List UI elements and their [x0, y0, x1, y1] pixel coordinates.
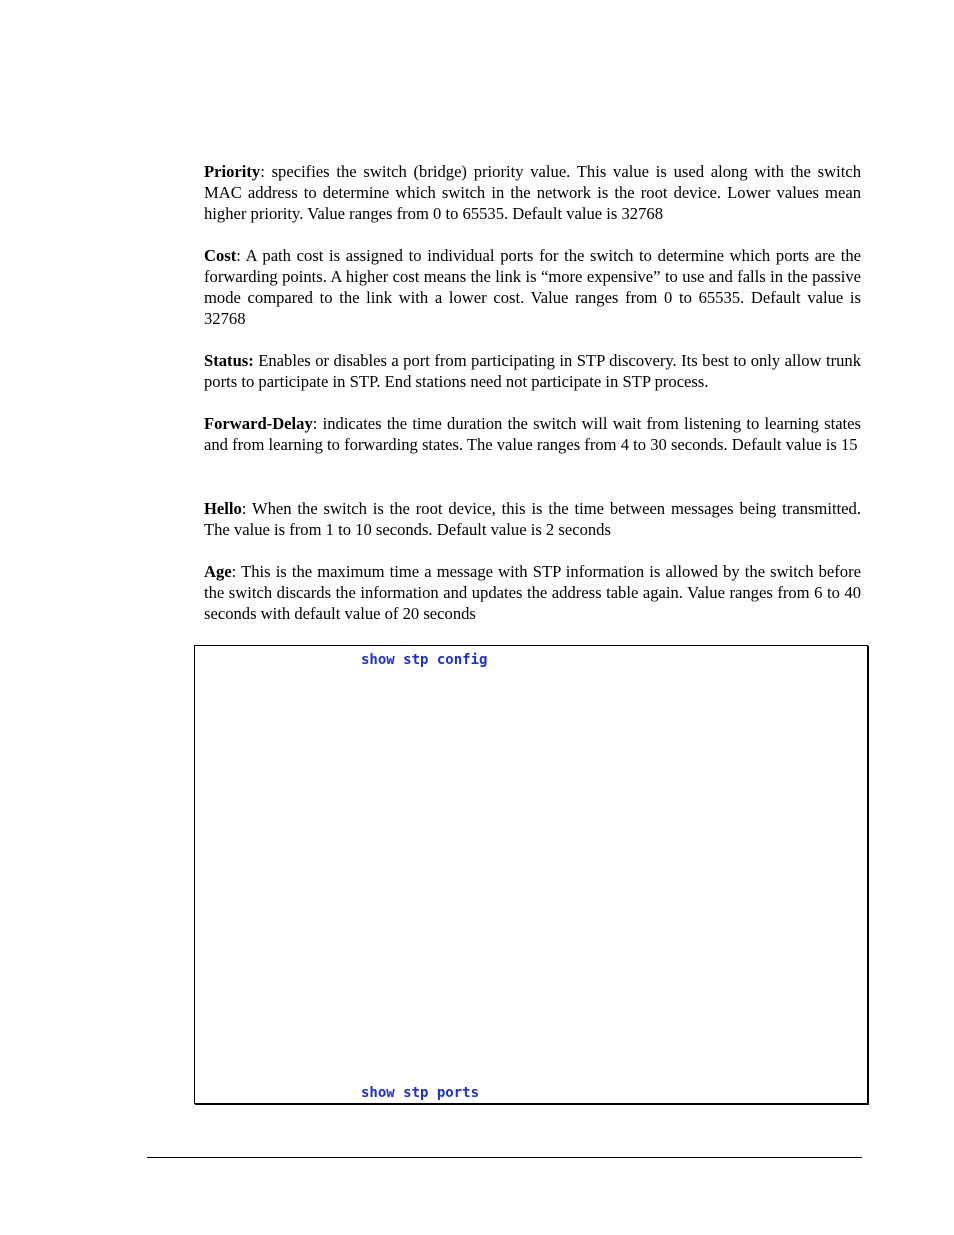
show-stp-ports-command: show stp ports: [361, 1085, 480, 1101]
cost-text: : A path cost is assigned to individual ports for the switch to determine which ports are the forwarding points. A higher cost means the link is “more expensive” to use and falls in the passive mode compared to the link with a lower cost. Value ranges from 0 to 65535. Default value is 32768: [204, 246, 861, 328]
priority-text: : specifies the switch (bridge) priority value. This value is used along with the switch MAC address to determine which switch in the network is the root device. Lower values mean higher priority. Value ranges from 0 to 65535. Default value is 32768: [204, 162, 861, 223]
show-stp-config-command: show stp config: [361, 652, 488, 668]
hello-description: [204, 498, 861, 540]
status-description: [204, 350, 861, 392]
status-text: Enables or disables a port from participating in STP discovery. Its best to only allow trunk ports to participate in STP. End stations need not participate in STP process.: [204, 351, 861, 391]
age-term: Age: [204, 562, 232, 581]
cli-example-box: [194, 645, 868, 1104]
forward-delay-text: : indicates the time duration the switch will wait from listening to learning states and from learning to forwarding states. The value ranges from 4 to 30 seconds. Default value is 15: [204, 414, 861, 454]
priority-description: [204, 161, 861, 224]
hello-text: : When the switch is the root device, this is the time between messages being transmitted. The value is from 1 to 10 seconds. Default value is 2 seconds: [204, 499, 861, 539]
status-term: Status:: [204, 351, 254, 370]
cost-description: [204, 245, 861, 329]
hello-term: Hello: [204, 499, 242, 518]
priority-term: Priority: [204, 162, 261, 181]
forward-delay-term: Forward-Delay: [204, 414, 313, 433]
age-description: [204, 561, 861, 624]
forward-delay-description: [204, 413, 861, 455]
footer-divider: [147, 1157, 862, 1158]
cost-term: Cost: [204, 246, 237, 265]
age-text: : This is the maximum time a message with STP information is allowed by the switch before the switch discards the information and updates the address table again. Value ranges from 6 to 40 seconds with default value of 20 seconds: [204, 562, 861, 623]
